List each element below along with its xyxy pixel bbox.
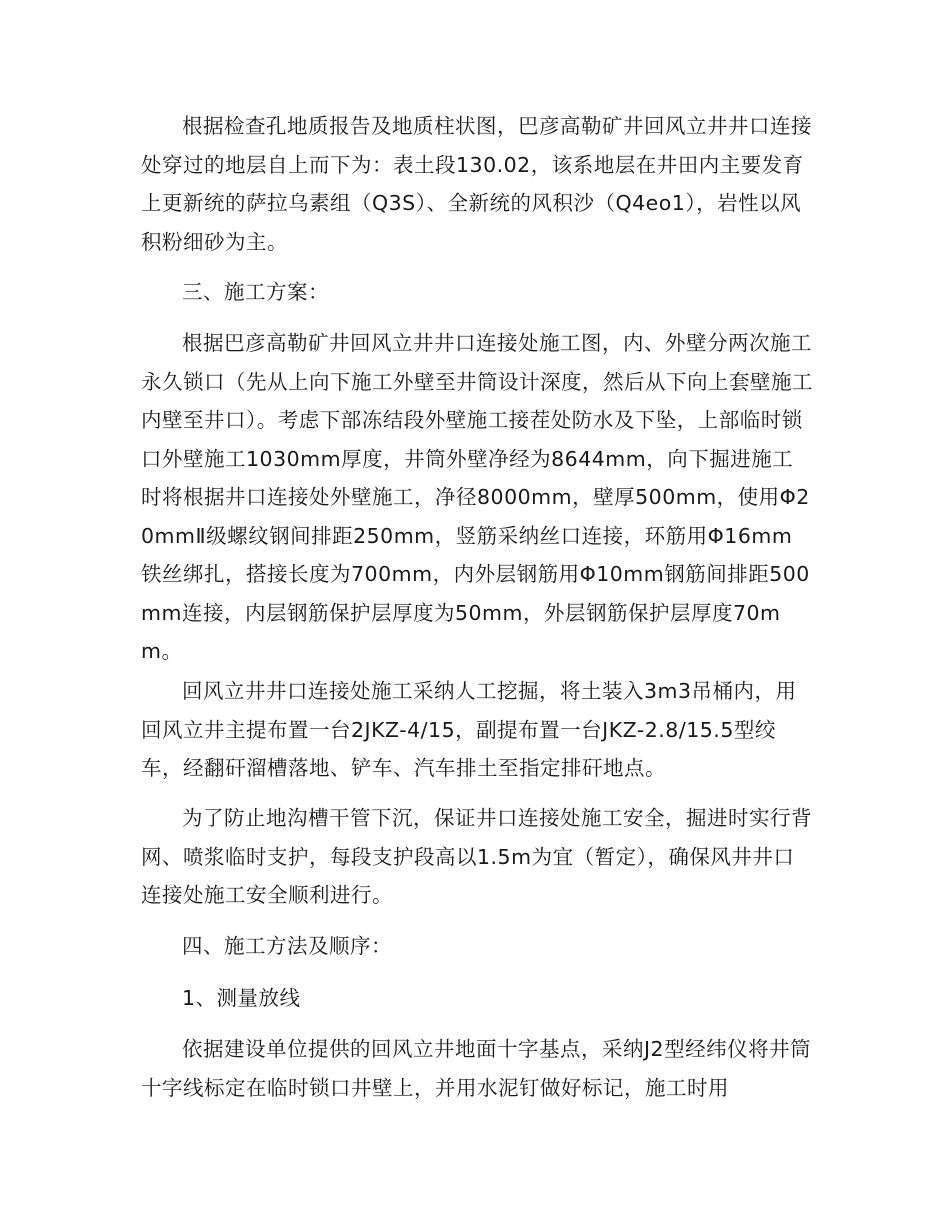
- paragraph-excavation: 回风立井井口连接处施工采纳人工挖掘，将土装入3m3吊桶内，用回风立井主提布置一台2JKZ-4/15，副提布置一台JKZ-2.8/15.5型绞车，经翻矸溜槽落地、铲车、汽车排土至指定排矸地点。: [141, 679, 797, 780]
- paragraph-construction-plan: 根据巴彦高勒矿井回风立井井口连接处施工图，内、外壁分两次施工永久锁口（先从上向下施工外壁至井筒设计深度，然后从下向上套壁施工内壁至井口）。考虑下部冻结段外壁施工接茬处防水及下坠，上部临时锁口外壁施工1030mm厚度，井筒外壁净经为8644mm，向下掘进施工时将根据井口连接处外壁施工，净径8000mm，壁厚500mm，使用Φ20mmⅡ级螺纹钢间排距250mm，竖筋采纳丝口连接，环筋用Φ16mm铁丝绑扎，搭接长度为700mm，内外层钢筋用Φ10mm钢筋间排距500mm连接，内层钢筋保护层厚度为50mm，外层钢筋保护层厚度70mm。: [141, 331, 813, 663]
- paragraph-survey: 依据建设单位提供的回风立井地面十字基点，采纳J2型经纬仪将井筒十字线标定在临时锁口井壁上，并用水泥钉做好标记，施工时用: [141, 1037, 812, 1100]
- section-4-heading: 四、施工方法及顺序：: [182, 934, 392, 958]
- paragraph-support: 为了防止地沟槽干管下沉，保证井口连接处施工安全，掘进时实行背网、喷浆临时支护，每段支护段高以1.5m为宜（暂定），确保风井井口连接处施工安全顺利进行。: [141, 806, 812, 907]
- subsection-1-heading: 1、测量放线: [182, 986, 301, 1010]
- paragraph-geology: 根据检查孔地质报告及地质柱状图，巴彦高勒矿井回风立井井口连接处穿过的地层自上而下为：表土段130.02，该系地层在井田内主要发育上更新统的萨拉乌素组（Q3S）、全新统的风积沙（Q4eo1），岩性以风积粉细砂为主。: [141, 114, 812, 254]
- section-3-heading: 三、施工方案：: [182, 280, 329, 304]
